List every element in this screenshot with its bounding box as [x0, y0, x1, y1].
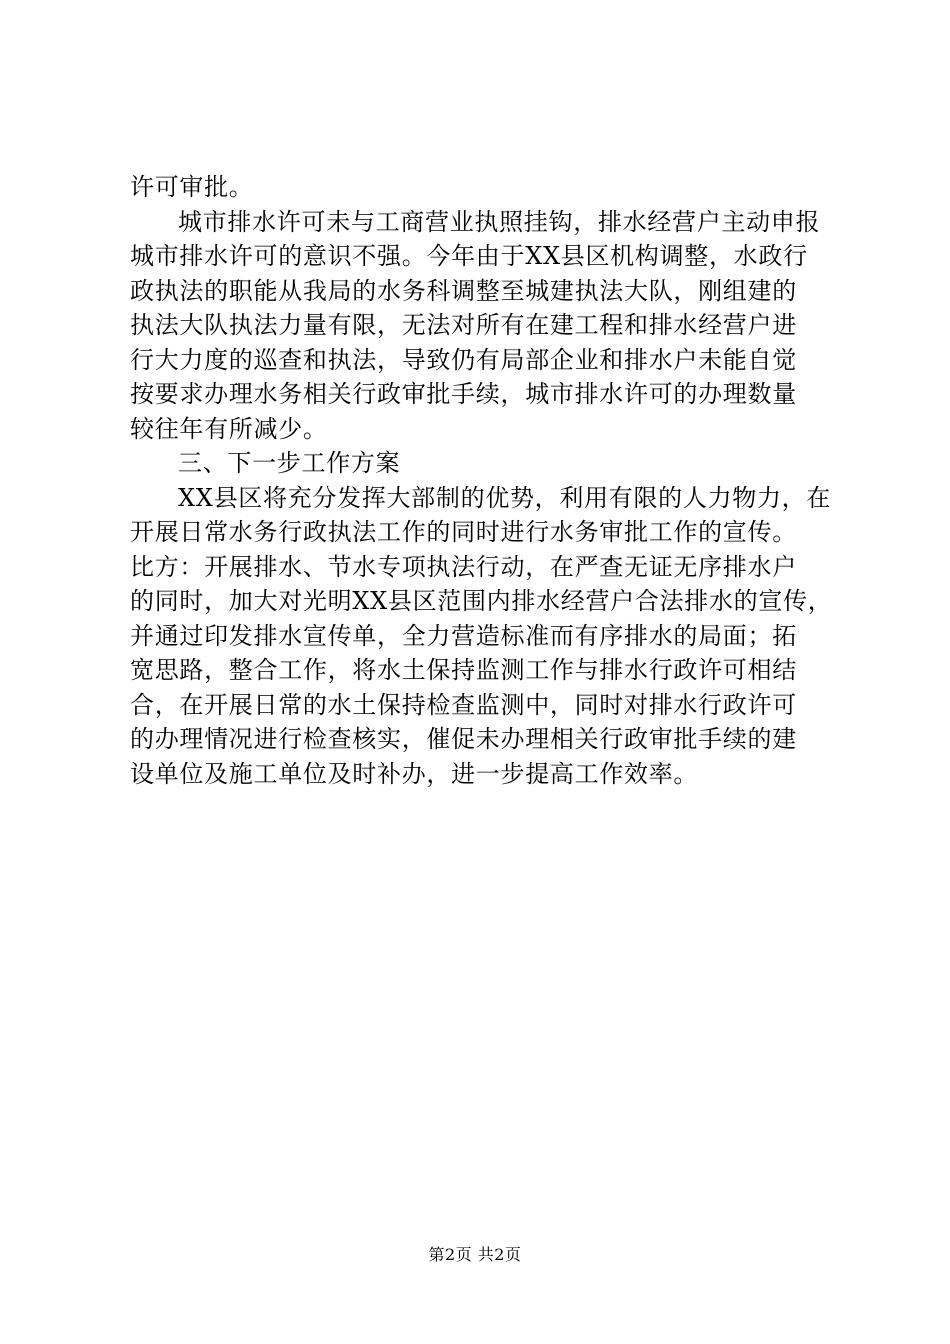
body-line-3: 城市排水许可的意识不强。今年由于XX县区机构调整，水政行 — [130, 242, 808, 270]
body-line-10: XX县区将充分发挥大部制的优势，利用有限的人力物力，在 — [178, 483, 832, 512]
body-line-13: 的同时，加大对光明XX县区范围内排水经营户合法排水的宣传， — [130, 587, 833, 615]
body-line-16: 合，在开展日常的水土保持检查监测中，同时对排水行政许可 — [130, 690, 797, 719]
body-line-15: 宽思路，整合工作，将水土保持监测工作与排水行政许可相结 — [130, 656, 797, 684]
body-line-4: 政执法的职能从我局的水务科调整至城建执法大队，刚组建的 — [130, 276, 797, 305]
body-line-11: 开展日常水务行政执法工作的同时进行水务审批工作的宣传。 — [130, 518, 797, 546]
body-line-14: 并通过印发排水宣传单，全力营造标准而有序排水的局面；拓 — [130, 621, 797, 650]
body-line-1: 许可审批。 — [130, 173, 254, 201]
body-line-2: 城市排水许可未与工商营业执照挂钩，排水经营户主动申报 — [178, 207, 821, 236]
page-footer: 第2页 共2页 — [428, 1245, 522, 1264]
body-line-6: 行大力度的巡查和执法，导致仍有局部企业和排水户未能自觉 — [130, 345, 797, 374]
body-line-12: 比方：开展排水、节水专项执法行动，在严查无证无序排水户 — [130, 552, 797, 581]
body-line-18: 设单位及施工单位及时补办，进一步提高工作效率。 — [130, 759, 699, 788]
body-line-17: 的办理情况进行检查核实，催促未办理相关行政审批手续的建 — [130, 725, 797, 753]
body-line-5: 执法大队执法力量有限，无法对所有在建工程和排水经营户进 — [130, 311, 797, 339]
body-line-7: 按要求办理水务相关行政审批手续，城市排水许可的办理数量 — [130, 380, 797, 408]
body-line-8: 较往年有所减少。 — [130, 414, 328, 443]
section-heading: 三、下一步工作方案 — [178, 449, 401, 477]
document-body — [130, 170, 833, 791]
